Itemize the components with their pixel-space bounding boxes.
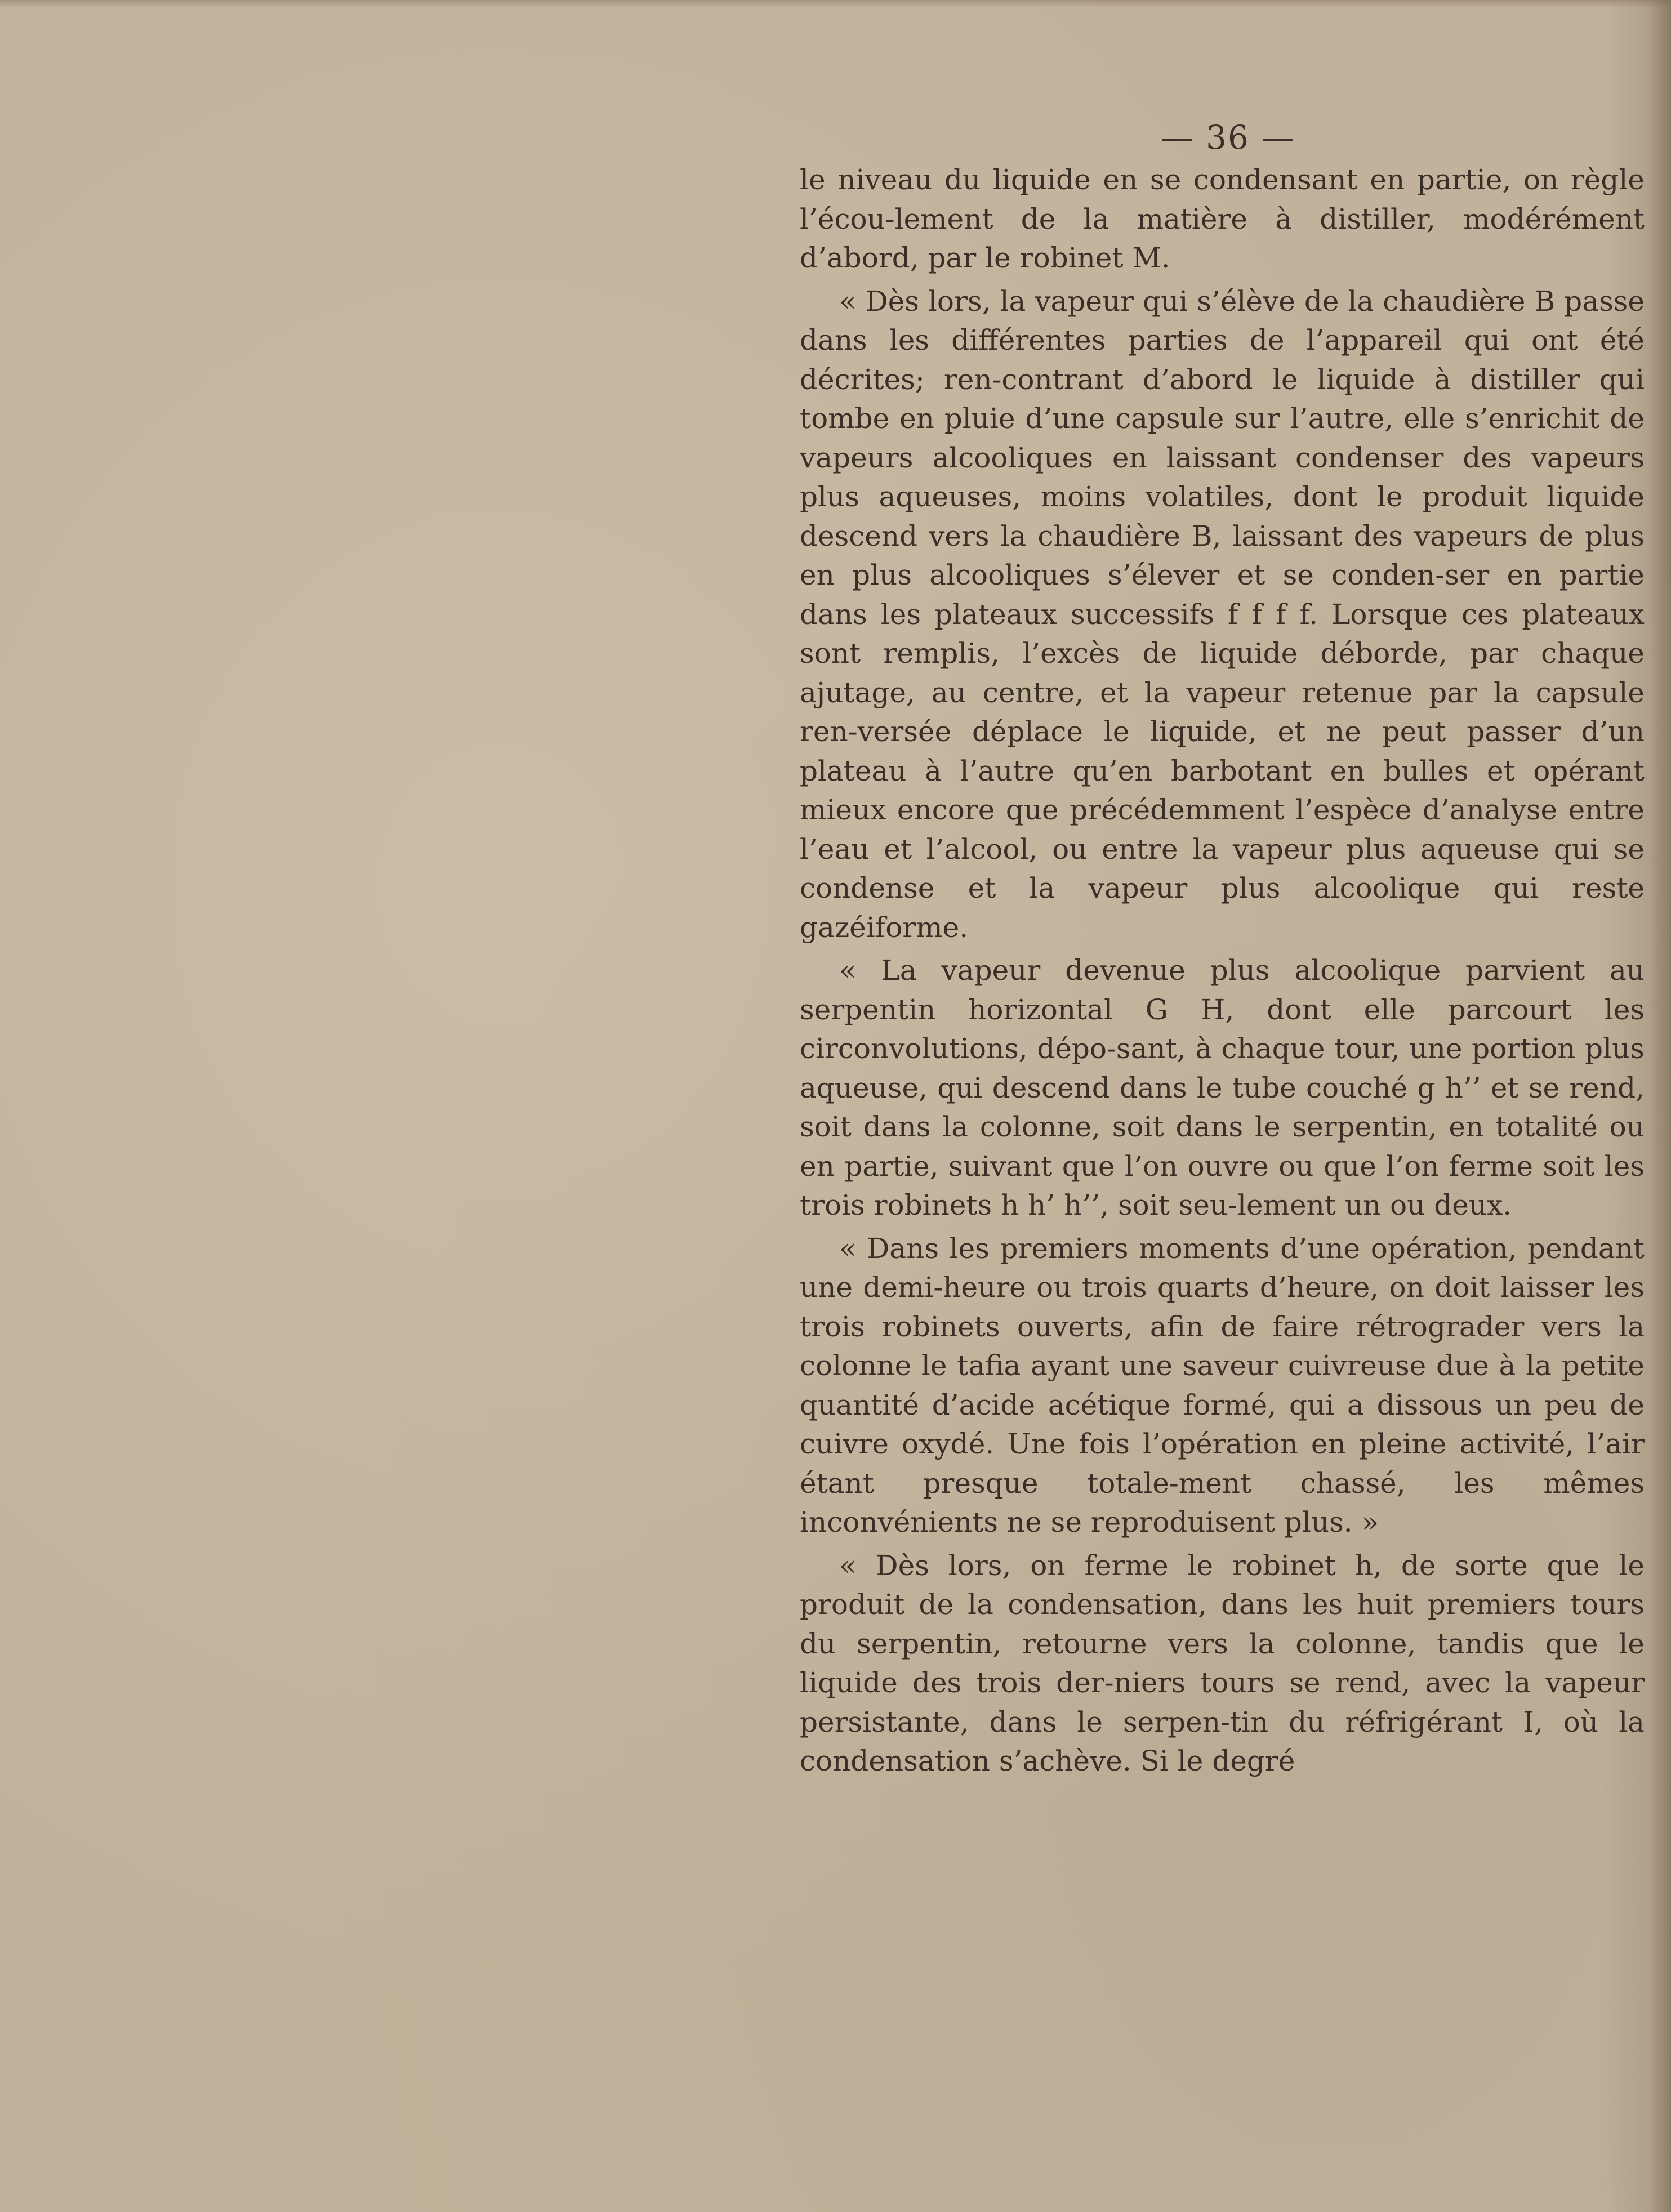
page-edge-shadow [1648, 0, 1671, 2212]
paragraph: « La vapeur devenue plus alcoolique parvient au serpentin horizontal G H, dont elle parcourt les circonvolutions, dépo-sant, à chaque tour, une portion plus aqueuse, qui descend dans le tube couché g h’’ et se rend, soit dans la colonne, soit dans le serpentin, en totalité ou en partie, suivant que l’on ouvre ou que l’on ferme soit les trois robinets h h’ h’’, soit seu-lement un ou deux. [800, 954, 1645, 1221]
paragraph: « Dès lors, on ferme le robinet h, de sorte que le produit de la condensation, dans les huit premiers tours du serpentin, retourne vers la colonne, tandis que le liquide des trois der-niers tours se rend, avec la vapeur persistante, dans le serpen-tin du réfrigérant I, où la condensation s’achève. Si le degré [800, 1549, 1645, 1777]
page-top-shadow [0, 0, 1671, 8]
paragraph: le niveau du liquide en se condensant en partie, on règle l’écou-lement de la matière à distiller, modérément d’abord, par le robinet M. [800, 163, 1645, 274]
paragraph: « Dans les premiers moments d’une opération, pendant une demi-heure ou trois quarts d’heure, on doit laisser les trois robinets ouverts, afin de faire rétrograder vers la colonne le tafia ayant une saveur cuivreuse due à la petite quantité d’acide acétique formé, qui a dissous un peu de cuivre oxydé. Une fois l’opération en pleine activité, l’air étant presque totale-ment chassé, les mêmes inconvénients ne se reproduisent plus. » [800, 1232, 1645, 1538]
body-text [800, 160, 1645, 1785]
paragraph: « Dès lors, la vapeur qui s’élève de la chaudière B passe dans les différentes parties de l’appareil qui ont été décrites; ren-contrant d’abord le liquide à distiller qui tombe en pluie d’une capsule sur l’autre, elle s’enrichit de vapeurs alcooliques en laissant condenser des vapeurs plus aqueuses, moins volatiles, dont le produit liquide descend vers la chaudière B, laissant des vapeurs de plus en plus alcooliques s’élever et se conden-ser en partie dans les plateaux successifs f f f f. Lorsque ces plateaux sont remplis, l’excès de liquide déborde, par chaque ajutage, au centre, et la vapeur retenue par la capsule ren-versée déplace le liquide, et ne peut passer d’un plateau à l’autre qu’en barbotant en bulles et opérant mieux encore que précédemment l’espèce d’analyse entre l’eau et l’alcool, ou entre la vapeur plus aqueuse qui se condense et la vapeur plus alcoolique qui reste gazéiforme. [800, 284, 1645, 944]
page-number: — 36 — [1160, 118, 1295, 157]
